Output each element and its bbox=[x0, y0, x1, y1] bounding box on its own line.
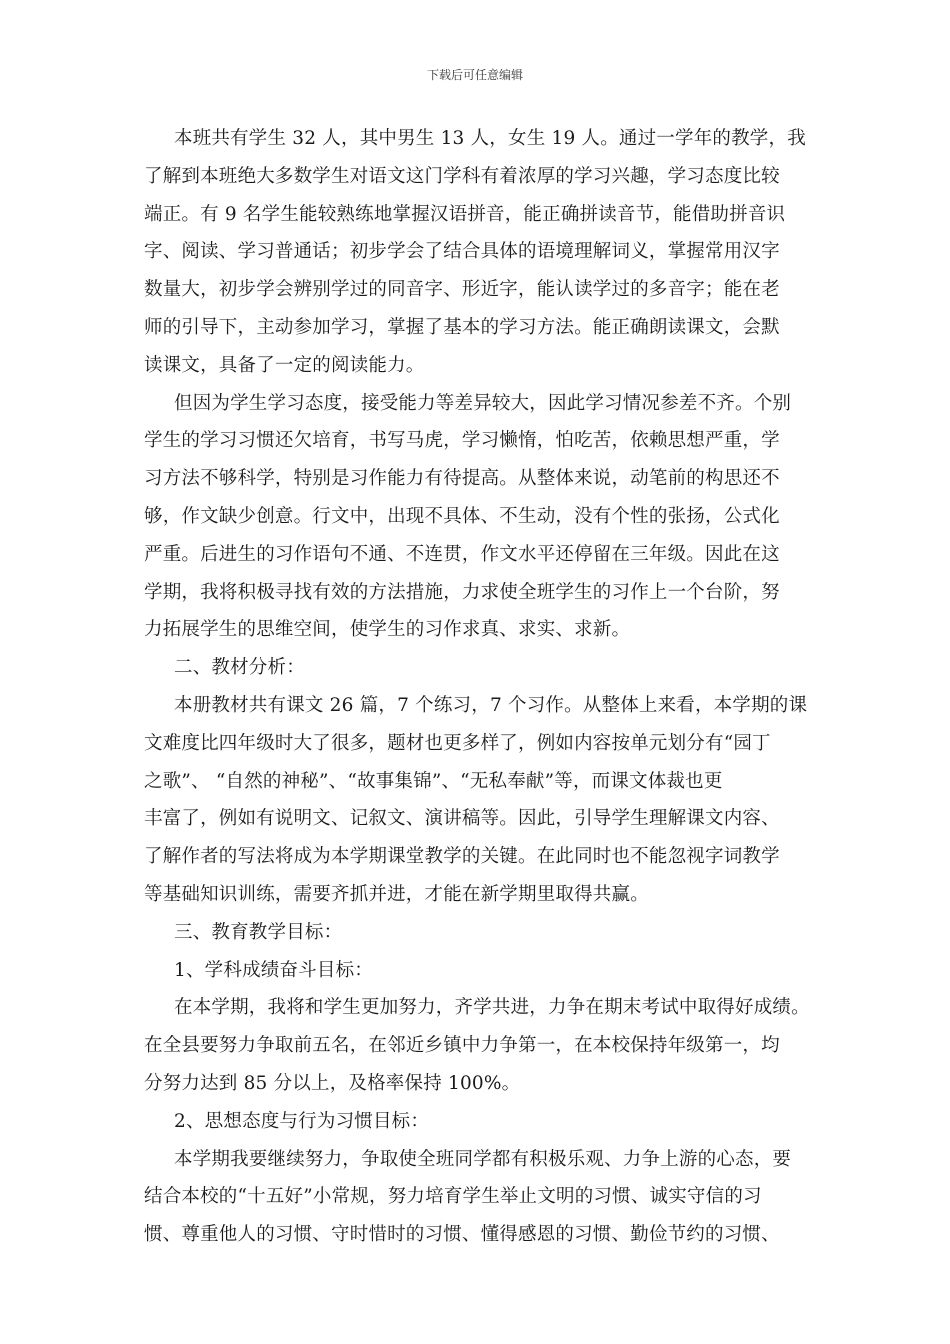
text-line: 端正。有 9 名学生能较熟练地掌握汉语拼音，能正确拼读音节，能借助拼音识 bbox=[144, 203, 786, 225]
text-line: 习方法不够科学，特别是习作能力有待提高。从整体来说，动笔前的构思还不 bbox=[144, 468, 780, 490]
text-line: 但因为学生学习态度，接受能力等差异较大，因此学习情况参差不齐。个别 bbox=[174, 392, 792, 414]
text-line: 分努力达到 85 分以上，及格率保持 100%。 bbox=[144, 1072, 521, 1094]
text-line: 本学期我要继续努力，争取使全班同学都有积极乐观、力争上游的心态，要 bbox=[174, 1148, 792, 1170]
text-line: 等基础知识训练，需要齐抓并进，才能在新学期里取得共赢。 bbox=[144, 883, 649, 905]
text-line: 学期，我将积极寻找有效的方法措施，力求使全班学生的习作上一个台阶，努 bbox=[144, 581, 780, 603]
text-line: 1、学科成绩奋斗目标： bbox=[174, 959, 373, 981]
text-line: 够，作文缺少创意。行文中，出现不具体、不生动，没有个性的张扬，公式化 bbox=[144, 505, 780, 527]
text-line: 本册教材共有课文 26 篇，7 个练习，7 个习作。从整体上来看，本学期的课 bbox=[174, 694, 808, 716]
text-line: 结合本校的“十五好”小常规，努力培育学生举止文明的习惯、诚实守信的习 bbox=[144, 1186, 762, 1208]
page-header: 下载后可任意编辑 bbox=[426, 68, 523, 82]
text-line: 三、教育教学目标： bbox=[174, 921, 343, 943]
text-line: 2、思想态度与行为习惯目标： bbox=[174, 1110, 430, 1132]
text-line: 本班共有学生 32 人，其中男生 13 人，女生 19 人。通过一学年的教学，我 bbox=[174, 128, 806, 149]
text-line: 了解作者的写法将成为本学期课堂教学的关键。在此同时也不能忽视字词教学 bbox=[144, 846, 780, 868]
text-line: 之歌”、 “自然的神秘”、“故事集锦”、“无私奉献”等，而课文体裁也更 bbox=[144, 770, 723, 792]
text-line: 了解到本班绝大多数学生对语文这门学科有着浓厚的学习兴趣，学习态度比较 bbox=[144, 165, 780, 187]
text-line: 文难度比四年级时大了很多，题材也更多样了，例如内容按单元划分有“园丁 bbox=[144, 732, 771, 754]
text-line: 丰富了，例如有说明文、记叙文、演讲稿等。因此，引导学生理解课文内容、 bbox=[144, 808, 780, 830]
text-line: 字、阅读、学习普通话；初步学会了结合具体的语境理解词义，掌握常用汉字 bbox=[144, 241, 780, 263]
text-line: 二、教材分析： bbox=[174, 657, 305, 679]
text-line: 师的引导下，主动参加学习，掌握了基本的学习方法。能正确朗读课文，会默 bbox=[144, 316, 780, 338]
text-line: 惯、尊重他人的习惯、守时惜时的习惯、懂得感恩的习惯、勤俭节约的习惯、 bbox=[144, 1224, 780, 1246]
text-line: 力拓展学生的思维空间，使学生的习作求真、求实、求新。 bbox=[144, 619, 631, 641]
text-line: 数量大，初步学会辨别学过的同音字、形近字，能认读学过的多音字；能在老 bbox=[144, 279, 780, 301]
text-line: 学生的学习习惯还欠培育，书写马虎，学习懒惰，怕吃苦，依赖思想严重，学 bbox=[144, 430, 780, 452]
text-line: 严重。后进生的习作语句不通、不连贯，作文水平还停留在三年级。因此在这 bbox=[144, 543, 780, 565]
document-body bbox=[144, 120, 812, 1254]
text-line: 在全县要努力争取前五名，在邻近乡镇中力争第一，在本校保持年级第一，均 bbox=[144, 1035, 780, 1057]
text-line: 在本学期，我将和学生更加努力，齐学共进，力争在期末考试中取得好成绩。 bbox=[174, 997, 810, 1019]
text-line: 读课文，具备了一定的阅读能力。 bbox=[144, 354, 425, 376]
